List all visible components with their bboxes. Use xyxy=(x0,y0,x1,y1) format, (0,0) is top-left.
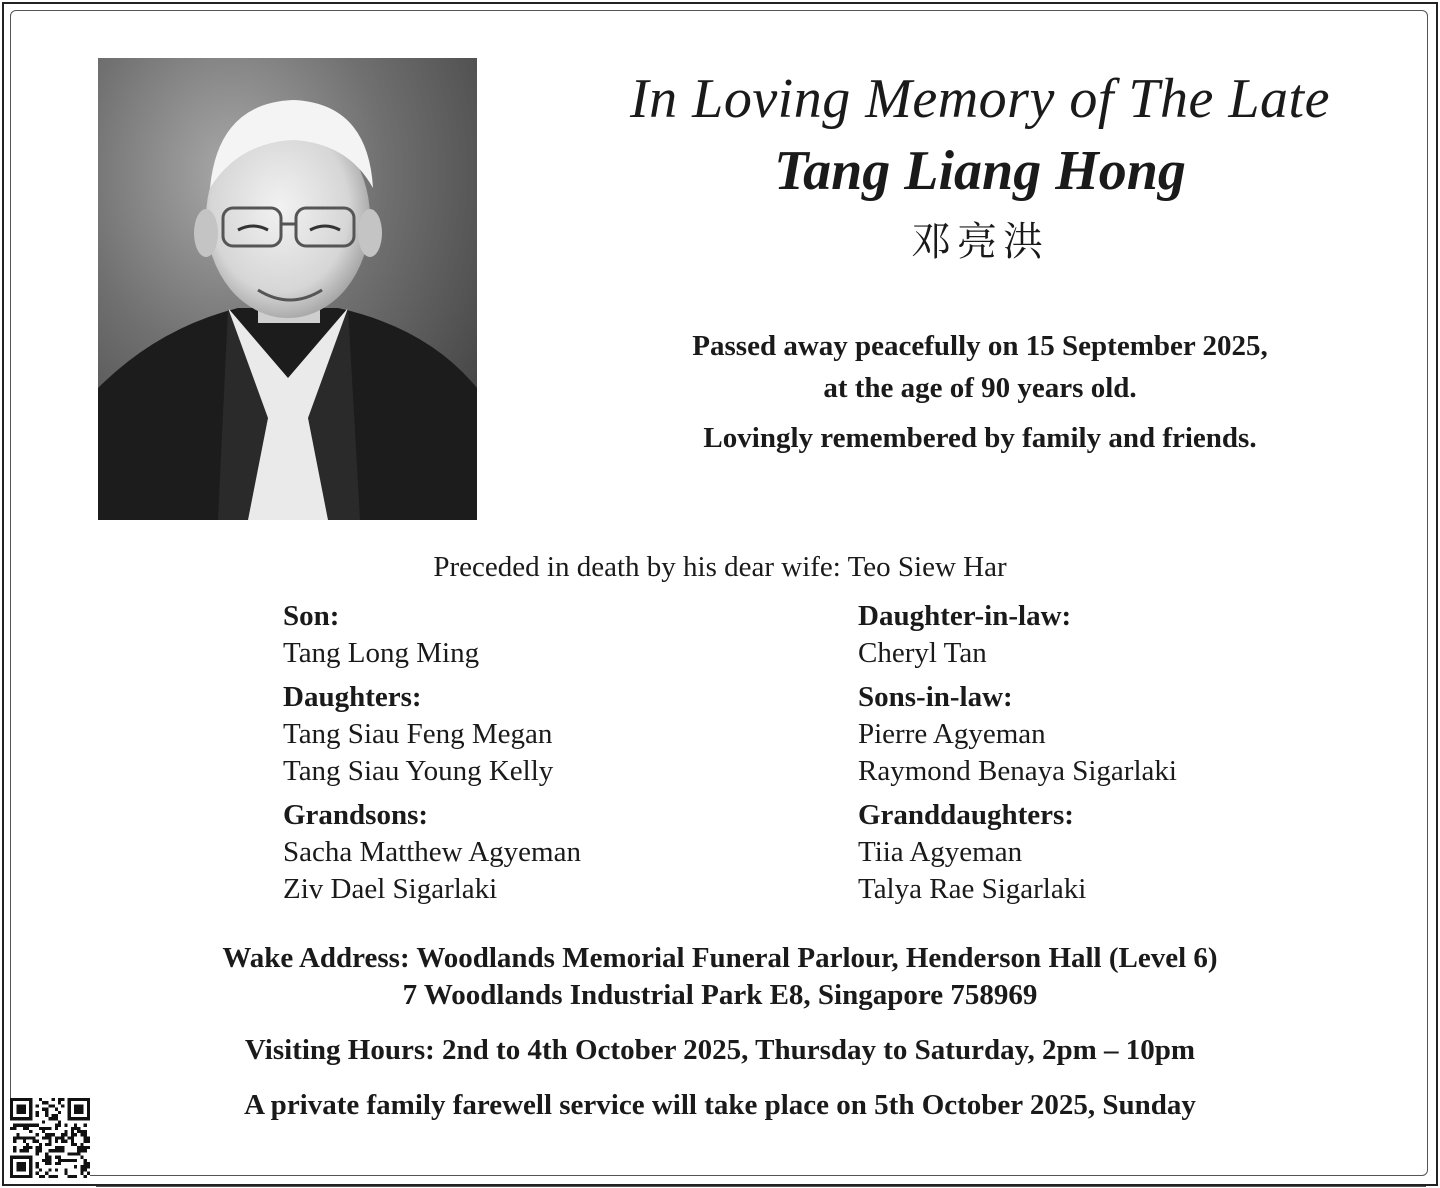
remembered-line: Lovingly remembered by family and friends. xyxy=(703,422,1257,454)
family-member: Ziv Dael Sigarlaki xyxy=(283,873,498,905)
family-group-grandsons xyxy=(283,797,803,908)
bottom-rule xyxy=(96,1186,1426,1187)
family-group-son xyxy=(283,598,803,672)
family-member: Tang Siau Feng Megan xyxy=(283,718,553,750)
passing-date-line: Passed away peacefully on 15 September 2025, xyxy=(692,330,1268,362)
group-label: Daughters: xyxy=(283,681,422,713)
family-column-right xyxy=(858,598,1378,915)
deceased-name: Tang Liang Hong xyxy=(774,140,1186,202)
qr-code-icon[interactable] xyxy=(10,1098,90,1178)
farewell-service-line: A private family farewell service will take place on 5th October 2025, Sunday xyxy=(244,1089,1196,1121)
group-label: Grandsons: xyxy=(283,799,429,831)
visiting-hours-line: Visiting Hours: 2nd to 4th October 2025, Thursday to Saturday, 2pm – 10pm xyxy=(244,1034,1196,1066)
family-member: Talya Rae Sigarlaki xyxy=(858,873,1087,905)
group-label: Granddaughters: xyxy=(858,799,1074,831)
family-member: Sacha Matthew Agyeman xyxy=(283,836,581,868)
family-member: Pierre Agyeman xyxy=(858,718,1046,750)
wake-address-line: Wake Address: Woodlands Memorial Funeral Parlour, Henderson Hall (Level 6) xyxy=(222,942,1218,974)
family-group-granddaughters xyxy=(858,797,1378,908)
group-label: Daughter-in-law: xyxy=(858,600,1072,632)
family-column-left xyxy=(283,598,803,915)
group-label: Son: xyxy=(283,600,340,632)
family-member: Tang Siau Young Kelly xyxy=(283,755,554,787)
family-member: Raymond Benaya Sigarlaki xyxy=(858,755,1177,787)
memorial-title: In Loving Memory of The Late xyxy=(630,68,1330,130)
chinese-name: 邓亮洪 xyxy=(911,219,1049,265)
family-group-daughters xyxy=(283,679,803,790)
family-group-daughter-in-law xyxy=(858,598,1378,672)
preceded-line: Preceded in death by his dear wife: Teo Siew Har xyxy=(433,551,1007,583)
age-line: at the age of 90 years old. xyxy=(823,372,1137,404)
family-member: Cheryl Tan xyxy=(858,637,987,669)
family-member: Tang Long Ming xyxy=(283,637,480,669)
family-group-sons-in-law xyxy=(858,679,1378,790)
group-label: Sons-in-law: xyxy=(858,681,1013,713)
portrait-photo xyxy=(98,58,477,520)
wake-street-line: 7 Woodlands Industrial Park E8, Singapore 758969 xyxy=(402,979,1038,1011)
family-member: Tiia Agyeman xyxy=(858,836,1023,868)
